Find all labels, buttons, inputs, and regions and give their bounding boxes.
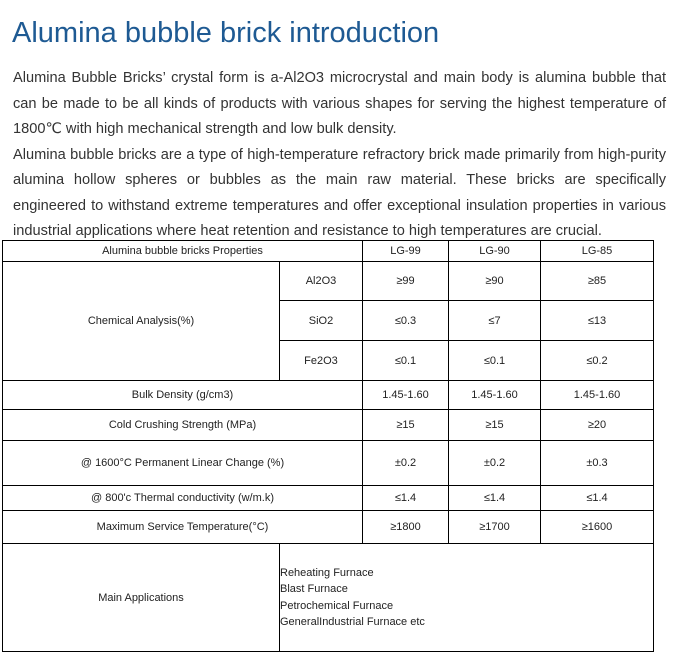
table-cell: ≥15 [449, 410, 541, 441]
table-cell: ≥1600 [541, 511, 654, 544]
intro-paragraph: Alumina bubble bricks are a type of high-temperature refractory brick made primarily from high-purity alumina hollow spheres or bubbles as the main raw material. These bricks are specifically engineered to withstand extreme temperatures and offer exceptional insulation properties in various industrial applications where heat retention and resistance to high temperatures are crucial. [13, 146, 666, 239]
table-row [3, 544, 654, 652]
intro-text [13, 66, 666, 245]
table-row [3, 262, 654, 301]
application-item: Reheating Furnace [280, 566, 374, 579]
table-row [3, 441, 654, 486]
header-grade: LG-90 [449, 241, 541, 262]
table-cell: ≥1800 [363, 511, 449, 544]
property-label: @ 800'c Thermal conductivity (w/m.k) [3, 486, 363, 511]
table-cell: 1.45-1.60 [541, 381, 654, 410]
property-label: Bulk Density (g/cm3) [3, 381, 363, 410]
application-item: Petrochemical Furnace [280, 599, 394, 612]
property-label: Cold Crushing Strength (MPa) [3, 410, 363, 441]
table-cell: ≤0.3 [363, 301, 449, 341]
table-cell: 1.45-1.60 [363, 381, 449, 410]
property-label: Maximum Service Temperature(°C) [3, 511, 363, 544]
table-cell: ≥20 [541, 410, 654, 441]
table-row [3, 410, 654, 441]
table-cell: ±0.3 [541, 441, 654, 486]
application-item: Blast Furnace [280, 583, 348, 595]
component-name: Al2O3 [280, 262, 363, 301]
property-label: @ 1600°C Permanent Linear Change (%) [3, 441, 363, 486]
table-header-row [3, 241, 654, 262]
table-cell: ≤7 [449, 301, 541, 341]
properties-table [2, 240, 654, 652]
applications-list [280, 544, 654, 652]
intro-paragraph: Alumina Bubble Bricks’ crystal form is a-Al2O3 microcrystal and main body is alumina bubble that can be made to be all kinds of products with various shapes for serving the highest temperature of 1800℃ with high mechanical strength and low bulk density. [13, 70, 666, 137]
table-cell: ≤1.4 [449, 486, 541, 511]
applications-label: Main Applications [3, 544, 280, 652]
component-name: SiO2 [280, 301, 363, 341]
table-cell: ≥90 [449, 262, 541, 301]
table-cell: ≤1.4 [363, 486, 449, 511]
table-cell: ±0.2 [449, 441, 541, 486]
table-cell: ≥15 [363, 410, 449, 441]
table-cell: ≤13 [541, 301, 654, 341]
table-cell: ≤1.4 [541, 486, 654, 511]
application-item: GeneralIndustrial Furnace etc [280, 616, 425, 628]
table-cell: ≤0.2 [541, 341, 654, 381]
table-row [3, 381, 654, 410]
component-name: Fe2O3 [280, 341, 363, 381]
header-grade: LG-99 [363, 241, 449, 262]
table-row [3, 486, 654, 511]
table-cell: ≥85 [541, 262, 654, 301]
table-cell: 1.45-1.60 [449, 381, 541, 410]
header-grade: LG-85 [541, 241, 654, 262]
chemical-analysis-label: Chemical Analysis(%) [3, 262, 280, 381]
table-cell: ±0.2 [363, 441, 449, 486]
page-title: Alumina bubble brick introduction [12, 17, 440, 49]
table-row [3, 511, 654, 544]
header-properties: Alumina bubble bricks Properties [3, 241, 363, 262]
table-cell: ≤0.1 [363, 341, 449, 381]
table-cell: ≥1700 [449, 511, 541, 544]
table-cell: ≤0.1 [449, 341, 541, 381]
table-cell: ≥99 [363, 262, 449, 301]
